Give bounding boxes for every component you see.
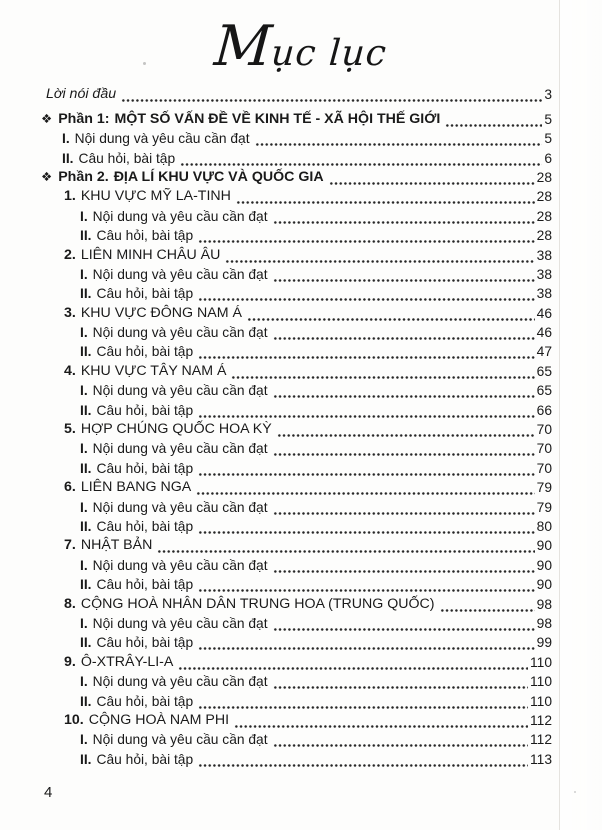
diamond-bullet-icon: ❖ xyxy=(41,111,53,126)
toc-leader-dots xyxy=(231,367,534,379)
toc-row-label: Câu hỏi, bài tập xyxy=(96,751,194,767)
toc-leader-dots xyxy=(273,561,535,573)
toc-page-number: 46 xyxy=(536,305,552,321)
toc-page-number: 99 xyxy=(536,635,552,651)
toc-row-number: 2. xyxy=(64,246,76,263)
toc-row-number: I. xyxy=(80,383,88,399)
toc-row xyxy=(0,419,602,438)
toc-leader-dots xyxy=(273,386,535,398)
toc-row-label: Ô-XTRÂY-LI-A xyxy=(80,653,174,670)
toc-row-label: CỘNG HOÀ NAM PHI xyxy=(88,711,230,728)
toc-page-number: 38 xyxy=(536,247,552,263)
toc-row-number: I. xyxy=(80,557,88,573)
toc-page-number: 38 xyxy=(536,286,552,302)
toc-row-number: I. xyxy=(80,208,88,224)
toc-row-number: II. xyxy=(80,228,92,244)
toc-row-number: II. xyxy=(80,693,92,709)
toc-row xyxy=(0,535,602,554)
toc-row xyxy=(0,147,602,166)
toc-leader-dots xyxy=(198,464,534,476)
toc-row xyxy=(0,613,602,632)
toc-row xyxy=(0,729,602,748)
toc-row xyxy=(0,477,602,496)
toc-leader-dots xyxy=(273,735,528,747)
toc-row-number: Phần 2. xyxy=(58,168,109,185)
toc-row xyxy=(0,322,602,341)
toc-page-number: 66 xyxy=(536,402,552,418)
toc-row-label: Câu hỏi, bài tập xyxy=(78,150,176,166)
toc-row-label: Nội dung và yêu cầu cần đạt xyxy=(92,383,268,399)
toc-page-number: 90 xyxy=(536,538,552,554)
toc-page-number: 113 xyxy=(530,751,552,767)
toc-row-label: Câu hỏi, bài tập xyxy=(96,460,194,476)
toc-leader-dots xyxy=(234,716,528,728)
toc-leader-dots xyxy=(198,580,534,592)
toc-row-label: Câu hỏi, bài tập xyxy=(96,635,194,651)
toc-row-number: 7. xyxy=(64,537,76,554)
toc-row xyxy=(0,399,602,418)
toc-page-number: 90 xyxy=(536,557,552,573)
toc-leader-dots xyxy=(440,600,535,612)
toc-page-number: 28 xyxy=(536,189,552,205)
toc-page-number: 70 xyxy=(536,422,552,438)
toc-page-number: 90 xyxy=(536,577,552,593)
toc-row-label: KHU VỰC TÂY NAM Á xyxy=(80,362,227,379)
toc-row-number: II. xyxy=(80,635,92,651)
toc-leader-dots xyxy=(198,638,534,650)
page-title: Mục lục xyxy=(212,14,389,79)
toc-row-label: Nội dung và yêu cầu cần đạt xyxy=(92,266,268,282)
toc-row xyxy=(0,360,602,379)
toc-page-number: 112 xyxy=(530,712,552,728)
toc-row-label: Nội dung và yêu cầu cần đạt xyxy=(92,499,268,515)
toc-row xyxy=(0,438,602,457)
toc-leader-dots xyxy=(273,677,528,689)
toc-page-number: 70 xyxy=(536,460,552,476)
toc-row xyxy=(0,690,602,709)
toc-leader-dots xyxy=(178,658,528,670)
toc-row xyxy=(0,554,602,573)
toc-leader-dots xyxy=(198,289,534,301)
toc-row-label: Nội dung và yêu cầu cần đạt xyxy=(92,674,268,690)
toc-row-label: KHU VỰC MỸ LA-TINH xyxy=(80,188,231,205)
toc-row-label: NHẬT BẢN xyxy=(80,537,153,554)
toc-row-number: II. xyxy=(80,577,92,593)
toc-row-label: Câu hỏi, bài tập xyxy=(96,344,194,360)
toc-row xyxy=(0,710,602,729)
toc-row-label: Nội dung và yêu cầu cần đạt xyxy=(92,441,268,457)
toc-leader-dots xyxy=(273,212,535,224)
toc-row xyxy=(0,748,602,767)
toc-row-label: Nội dung và yêu cầu cần đạt xyxy=(92,732,268,748)
toc-row-label: Nội dung và yêu cầu cần đạt xyxy=(92,615,268,631)
toc-row-number: II. xyxy=(80,518,92,534)
toc-list xyxy=(0,84,602,768)
toc-row-label: Nội dung và yêu cầu cần đạt xyxy=(74,131,250,147)
toc-row xyxy=(0,283,602,302)
toc-page-number: 28 xyxy=(536,228,552,244)
toc-row xyxy=(0,205,602,224)
toc-row xyxy=(0,632,602,651)
toc-leader-dots xyxy=(247,309,535,321)
toc-row-label: LIÊN MINH CHÂU ÂU xyxy=(80,246,221,263)
toc-leader-dots xyxy=(121,90,542,102)
toc-page-number: 5 xyxy=(544,111,552,127)
toc-row-label: Lời nói đầu xyxy=(46,86,117,103)
toc-page-number: 6 xyxy=(544,150,552,166)
toc-row-label: Nội dung và yêu cầu cần đạt xyxy=(92,325,268,341)
toc-row xyxy=(0,651,602,670)
toc-row-label: Câu hỏi, bài tập xyxy=(96,577,194,593)
toc-row-number: 10. xyxy=(64,711,84,728)
toc-page-number: 28 xyxy=(536,169,552,185)
toc-row xyxy=(0,457,602,476)
toc-row xyxy=(0,264,602,283)
toc-row-number: I. xyxy=(62,131,70,147)
toc-page-number: 38 xyxy=(536,266,552,282)
toc-row xyxy=(0,302,602,321)
toc-page-number: 110 xyxy=(530,654,552,670)
toc-row-label: LIÊN BANG NGA xyxy=(80,479,192,496)
toc-leader-dots xyxy=(225,251,534,263)
diamond-bullet-icon: ❖ xyxy=(41,169,53,184)
toc-row-label: CỘNG HOÀ NHÂN DÂN TRUNG HOA (TRUNG QUỐC) xyxy=(80,595,435,612)
toc-row-number: 1. xyxy=(64,188,76,205)
toc-page-number: 110 xyxy=(530,693,552,709)
toc-leader-dots xyxy=(273,619,535,631)
toc-page-number: 79 xyxy=(536,499,552,515)
toc-leader-dots xyxy=(198,231,534,243)
toc-row xyxy=(0,186,602,205)
toc-row xyxy=(0,516,602,535)
toc-page-number: 5 xyxy=(544,131,552,147)
toc-row-label: Nội dung và yêu cầu cần đạt xyxy=(92,557,268,573)
toc-row-number: I. xyxy=(80,499,88,515)
toc-row xyxy=(0,496,602,515)
toc-row-label: Câu hỏi, bài tập xyxy=(96,228,194,244)
toc-leader-dots xyxy=(329,173,535,185)
toc-leader-dots xyxy=(180,154,542,166)
toc-row-label: ĐỊA LÍ KHU VỰC VÀ QUỐC GIA xyxy=(113,168,324,185)
toc-page-number: 98 xyxy=(536,615,552,631)
toc-row xyxy=(0,341,602,360)
toc-row-number: I. xyxy=(80,266,88,282)
toc-row xyxy=(0,128,602,147)
toc-leader-dots xyxy=(198,755,528,767)
toc-leader-dots xyxy=(273,503,535,515)
toc-leader-dots xyxy=(198,522,534,534)
toc-row-number: II. xyxy=(80,751,92,767)
toc-leader-dots xyxy=(196,483,534,495)
toc-row-number: 5. xyxy=(64,421,76,438)
toc-row-number: 3. xyxy=(64,304,76,321)
toc-row-number: II. xyxy=(80,344,92,360)
toc-row-label: KHU VỰC ĐÔNG NAM Á xyxy=(80,304,242,321)
toc-row-label: Câu hỏi, bài tập xyxy=(96,693,194,709)
toc-row-number: II. xyxy=(80,402,92,418)
toc-row-label: Câu hỏi, bài tập xyxy=(96,286,194,302)
toc-leader-dots xyxy=(277,425,535,437)
toc-row-number: I. xyxy=(80,674,88,690)
toc-page-number: 112 xyxy=(530,732,552,748)
toc-row xyxy=(0,244,602,263)
toc-row-number: I. xyxy=(80,325,88,341)
toc-row-number: 6. xyxy=(64,479,76,496)
toc-leader-dots xyxy=(273,444,535,456)
toc-row xyxy=(0,108,602,127)
toc-row-number: 9. xyxy=(64,653,76,670)
toc-row-label: Nội dung và yêu cầu cần đạt xyxy=(92,208,268,224)
toc-page-number: 70 xyxy=(536,441,552,457)
toc-row-number: I. xyxy=(80,732,88,748)
toc-row-number: II. xyxy=(80,286,92,302)
toc-row-number: II. xyxy=(62,150,74,166)
toc-row-label: Câu hỏi, bài tập xyxy=(96,518,194,534)
toc-row-label: HỢP CHÚNG QUỐC HOA KỲ xyxy=(80,421,272,438)
toc-leader-dots xyxy=(273,328,535,340)
toc-row-label: Câu hỏi, bài tập xyxy=(96,402,194,418)
toc-page-number: 65 xyxy=(536,383,552,399)
toc-row xyxy=(0,671,602,690)
toc-page-number: 3 xyxy=(544,87,552,103)
scan-speck xyxy=(143,62,146,65)
toc-row xyxy=(0,593,602,612)
toc-page-number: 65 xyxy=(536,363,552,379)
toc-row xyxy=(0,574,602,593)
toc-page-number: 98 xyxy=(536,596,552,612)
toc-row xyxy=(0,225,602,244)
toc-leader-dots xyxy=(198,406,534,418)
toc-leader-dots xyxy=(445,115,542,127)
toc-row-number: 4. xyxy=(64,362,76,379)
toc-row xyxy=(0,167,602,186)
toc-row-number: I. xyxy=(80,441,88,457)
toc-page-number: 47 xyxy=(536,344,552,360)
toc-leader-dots xyxy=(273,270,535,282)
toc-leader-dots xyxy=(236,192,535,204)
scan-speck xyxy=(574,791,576,793)
toc-page-number: 80 xyxy=(536,518,552,534)
toc-row-number: II. xyxy=(80,460,92,476)
toc-leader-dots xyxy=(255,134,543,146)
toc-row-label: MỘT SỐ VẤN ĐỀ VỀ KINH TẾ - XÃ HỘI THẾ GIỚI xyxy=(114,110,441,127)
toc-leader-dots xyxy=(198,347,534,359)
toc-page-number: 28 xyxy=(536,208,552,224)
toc-row xyxy=(0,84,602,103)
toc-leader-dots xyxy=(198,697,528,709)
toc-row xyxy=(0,380,602,399)
toc-page-number: 79 xyxy=(536,480,552,496)
toc-row-number: I. xyxy=(80,615,88,631)
toc-page-number: 110 xyxy=(530,674,552,690)
toc-leader-dots xyxy=(157,541,534,553)
footer-page-number: 4 xyxy=(44,784,53,801)
toc-page-number: 46 xyxy=(536,325,552,341)
toc-row-number: Phần 1: xyxy=(58,110,110,127)
toc-row-number: 8. xyxy=(64,595,76,612)
